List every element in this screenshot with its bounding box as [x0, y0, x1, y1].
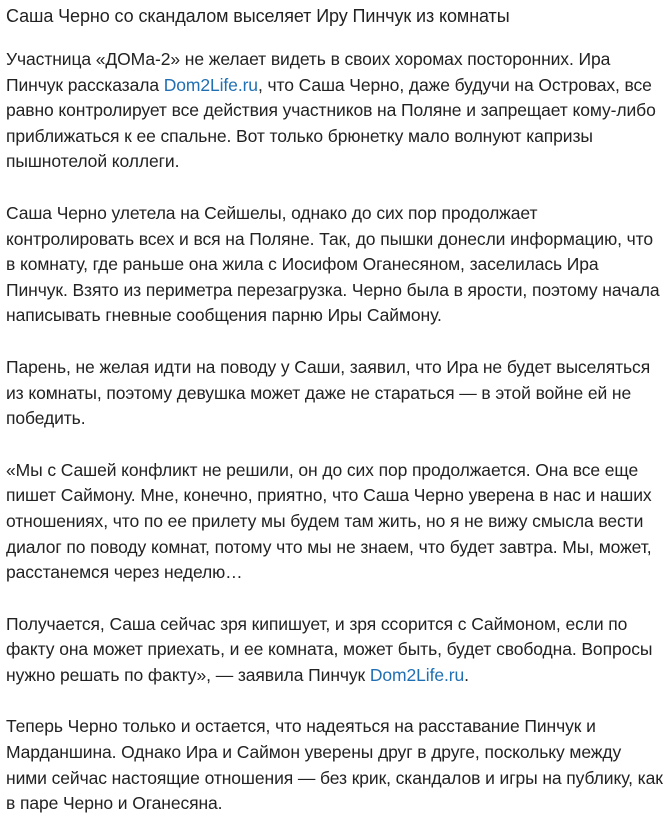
paragraph-5-text-after: .: [464, 664, 469, 685]
paragraph-1: [6, 47, 664, 175]
paragraph-6: Теперь Черно только и остается, что надеяться на расставание Пинчук и Марданшина. Однако Ира и Саймон уверены друг в друге, поскольку между ними сейчас настоящие отношения — без крик, скандалов и игры на публику, как в паре Черно и Оганесяна.: [6, 716, 663, 814]
paragraph-3: Парень, не желая идти на поводу у Саши, заявил, что Ира не будет выселяться из комнаты, поэтому девушка может даже не стараться — в этой войне ей не победить.: [6, 356, 651, 429]
paragraph-4-quote: «Мы с Сашей конфликт не решили, он до сих пор продолжается. Она все еще пишет Саймону. Мне, конечно, приятно, что Саша Черно уверена в нас и наших отношениях, что по ее прилету мы будем там жить, но я не вижу смысла вести диалог по поводу комнат, потому что мы не знаем, что будет завтра. Мы, может, расстанемся через неделю…: [6, 459, 652, 583]
paragraph-5: [6, 612, 664, 689]
paragraph-1-text-before: Участница «ДОМа-2» не желает видеть в своих хоромах посторонних. Ира Пинчук рассказала: [6, 49, 611, 95]
paragraph-1-text-after: , что Саша Черно, даже будучи на Островах, все равно контролирует все действия участников на Поляне и запрещает кому-либо приближаться к ее спальне. Вот только брюнетку мало волнуют капризы пышнотелой коллеги.: [6, 74, 656, 172]
paragraph-5-text-before: Получается, Саша сейчас зря кипишует, и зря ссорится с Саймоном, если по факту она может приехать, и ее комната, может быть, будет свободна. Вопросы нужно решать по факту», — заявила Пинчук: [6, 613, 653, 685]
source-link-2[interactable]: Dom2Life.ru: [369, 664, 465, 685]
article-title: Саша Черно со скандалом выселяет Иру Пинчук из комнаты: [6, 6, 510, 26]
source-link[interactable]: Dom2Life.ru: [163, 74, 258, 95]
paragraph-2: Саша Черно улетела на Сейшелы, однако до сих пор продолжает контролировать всех и вся на Поляне. Так, до пышки донесли информацию, что в комнату, где раньше она жила с Иосифом Оганесяном, заселилась Ира Пинчук. Взято из периметра перезагрузка. Черно была в ярости, поэтому начала написывать гневные сообщения парню Иры Саймону.: [6, 202, 660, 326]
